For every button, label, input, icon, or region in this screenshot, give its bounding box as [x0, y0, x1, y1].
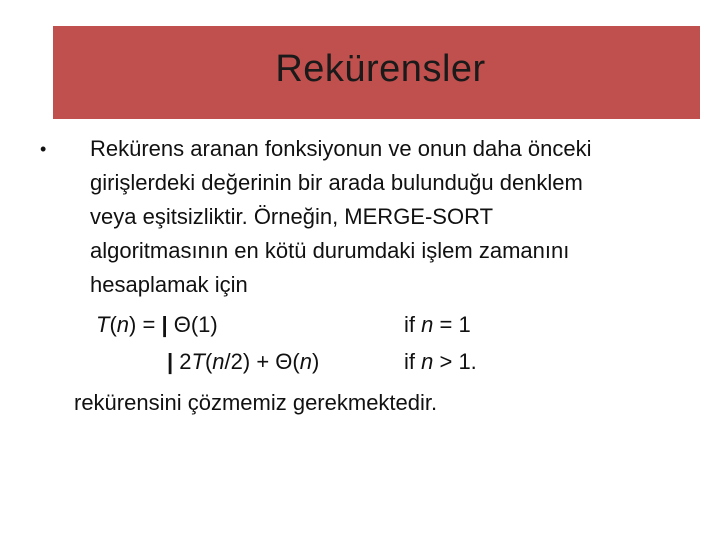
func-symbol: T	[191, 349, 205, 374]
base-case-value: Θ(1)	[167, 312, 218, 337]
bullet-marker: •	[40, 139, 47, 159]
cond-rest: > 1.	[433, 349, 477, 374]
coefficient: 2	[173, 349, 192, 374]
formula-row1-condition	[404, 314, 471, 336]
formula-row2-definition	[167, 351, 319, 373]
closing-line: rekürensini çözmemiz gerekmektedir.	[74, 390, 438, 415]
recursive-rest: /2) + Θ(	[224, 349, 300, 374]
case-bar: |	[167, 349, 174, 374]
paragraph-line-2: girişlerdeki değerinin bir arada bulunduğu denklem	[90, 170, 583, 195]
cond-var: n	[421, 312, 434, 337]
arg-symbol: n	[212, 349, 225, 374]
if-keyword: if	[404, 312, 422, 337]
slide-title: Rekürensler	[275, 48, 486, 90]
cond-var: n	[421, 349, 434, 374]
formula-row1-definition: T(n) = | Θ(1)	[96, 312, 218, 337]
cond-rest: = 1	[433, 312, 471, 337]
case-bar: |	[161, 312, 168, 337]
formula-row2-condition	[404, 351, 477, 373]
close-paren: )	[311, 349, 320, 374]
paragraph-line-4: algoritmasının en kötü durumdaki işlem zamanını	[90, 238, 570, 263]
paragraph-line-5: hesaplamak için	[90, 272, 248, 297]
func-symbol: T	[96, 312, 110, 337]
arg-symbol: n	[116, 312, 130, 337]
paragraph-line-3: veya eşitsizliktir. Örneğin, MERGE-SORT	[90, 204, 494, 229]
if-keyword: if	[404, 349, 422, 374]
paragraph-line-1: Rekürens aranan fonksiyonun ve onun daha önceki	[90, 136, 592, 161]
equals-sign: ) =	[129, 312, 162, 337]
open-paren: (	[204, 349, 213, 374]
title-bar	[53, 26, 700, 119]
arg-symbol: n	[299, 349, 312, 374]
